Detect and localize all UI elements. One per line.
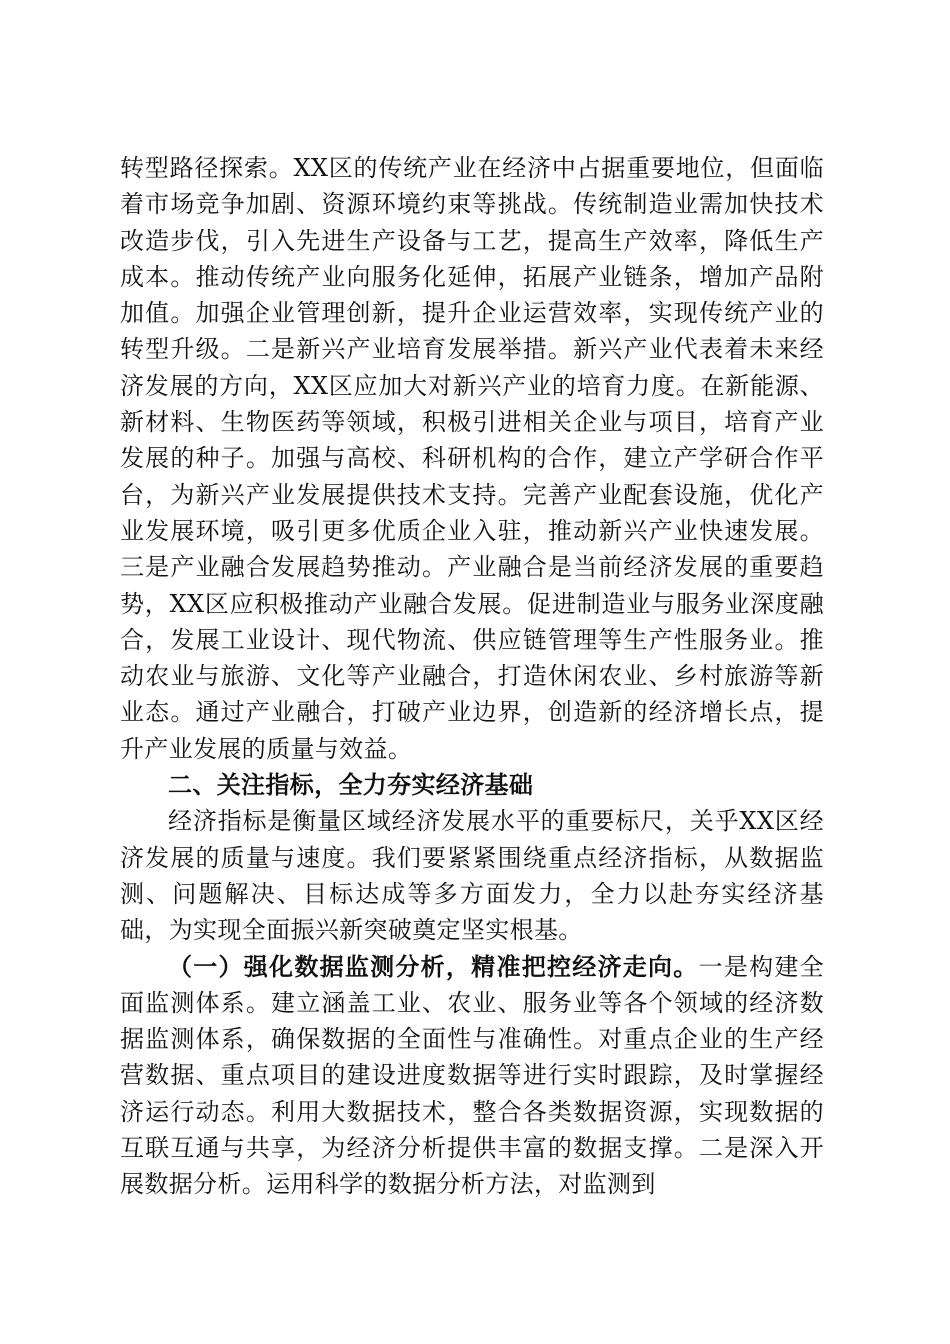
section-heading: 二、关注指标，全力夯实经济基础 [168, 771, 534, 800]
subsection-text: 一是构建全面监测体系。建立涵盖工业、农业、服务业等各个领域的经济数据监测体系，确保数据的全面性与准确性。对重点企业的生产经营数据、重点项目的建设进度数据等进行实时跟踪，及时掌握经济运行动态。利用大数据技术，整合各类数据资源，实现数据的互联互通与共享，为经济分析提供丰富的数据支撑。二是深入开展数据分析。运用科学的数据分析方法，对监测到 [120, 952, 824, 1199]
body-paragraph-continued: 转型路径探索。XX区的传统产业在经济中占据重要地位，但面临着市场竞争加剧、资源环境约束等挑战。传统制造业需加快技术改造步伐，引入先进生产设备与工艺，提高生产效率，降低生产成本。推动传统产业向服务化延伸，拓展产业链条，增加产品附加值。加强企业管理创新，提升企业运营效率，实现传统产业的转型升级。二是新兴产业培育发展举措。新兴产业代表着未来经济发展的方向，XX区应加大对新兴产业的培育力度。在新能源、新材料、生物医药等领域，积极引进相关企业与项目，培育产业发展的种子。加强与高校、科研机构的合作，建立产学研合作平台，为新兴产业发展提供技术支持。完善产业配套设施，优化产业发展环境，吸引更多优质企业入驻，推动新兴产业快速发展。三是产业融合发展趋势推动。产业融合是当前经济发展的重要趋势，XX区应积极推动产业融合发展。促进制造业与服务业深度融合，发展工业设计、现代物流、供应链管理等生产性服务业。推动农业与旅游、文化等产业融合，打造休闲农业、乡村旅游等新业态。通过产业融合，打破产业边界，创造新的经济增长点，提升产业发展的质量与效益。 [120, 154, 824, 763]
body-paragraph-subsection [120, 949, 824, 1203]
subsection-heading: （一）强化数据监测分析，精准把控经济走向。 [168, 952, 699, 981]
document-body [120, 150, 824, 1203]
body-paragraph-intro: 经济指标是衡量区域经济发展水平的重要标尺，关乎XX区经济发展的质量与速度。我们要紧紧围绕重点经济指标，从数据监测、问题解决、目标达成等多方面发力，全力以赴夯实经济基础，为实现全面振兴新突破奠定坚实根基。 [120, 807, 824, 945]
